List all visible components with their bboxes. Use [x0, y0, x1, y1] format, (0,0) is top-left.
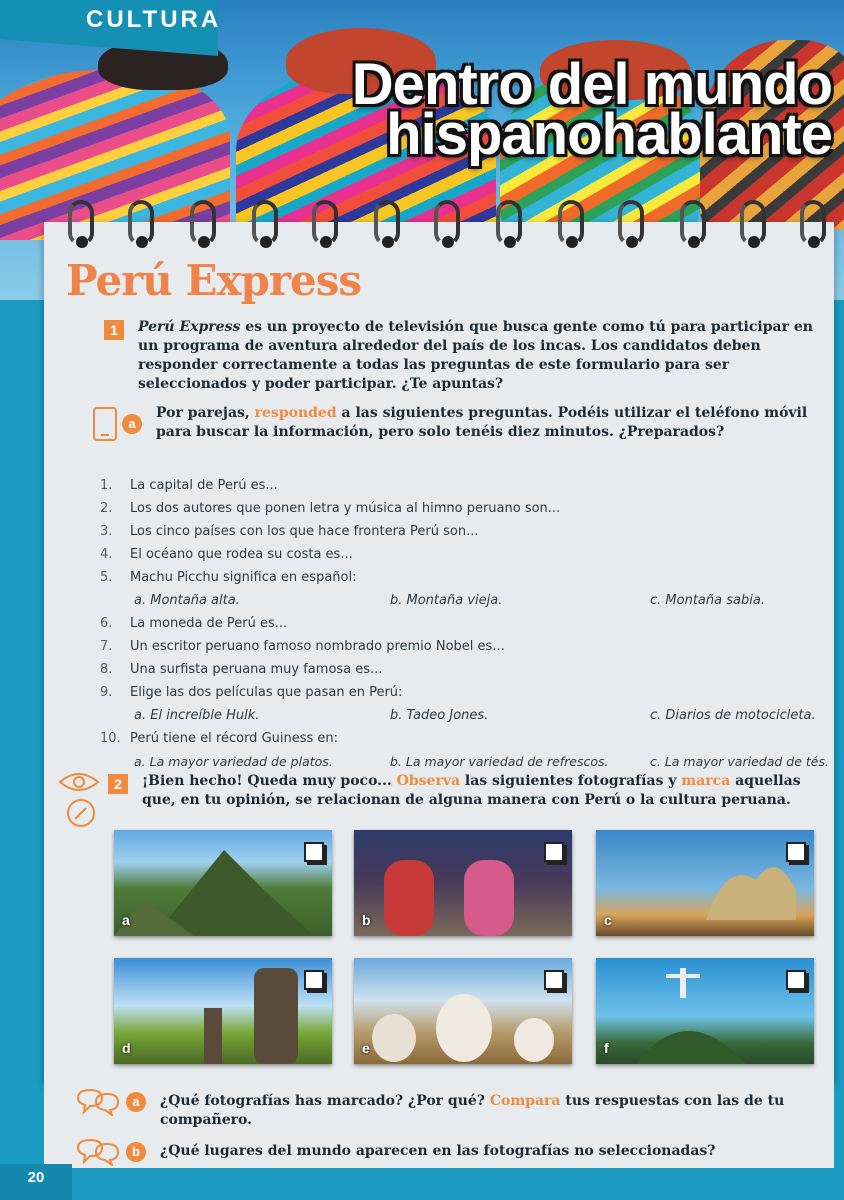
banner-title-line1: Dentro del mundo: [351, 52, 832, 117]
activity-2a-highlight: Compara: [489, 1093, 561, 1109]
moai-illustration: [114, 958, 332, 1064]
activity-2-highlight-marca: marca: [681, 773, 731, 789]
question-9: [100, 681, 844, 704]
photo-f-rio[interactable]: [596, 958, 814, 1064]
question-4: [100, 543, 844, 566]
question-number: 7.: [100, 639, 113, 654]
banner-title-line2: hispanohablante: [386, 102, 832, 167]
checkbox-d[interactable]: [304, 970, 324, 990]
question-number: 5.: [100, 570, 113, 585]
photo-label-c: c: [604, 912, 612, 928]
activity-2b-badge: b: [126, 1142, 146, 1162]
question-number: 8.: [100, 662, 113, 677]
eye-icon: [58, 770, 100, 794]
question-text: Una surfista peruana muy famosa es...: [130, 662, 383, 677]
question-8: [100, 658, 844, 681]
activity-2a-pre: ¿Qué fotografías has marcado? ¿Por qué?: [160, 1093, 490, 1109]
activity-1a-pre: Por parejas,: [156, 405, 255, 421]
activity-2-post: aquellas que, en tu opinión, se relacionan de alguna manera con Perú o la cultura peruana.: [142, 773, 801, 808]
activity-2-mid: las siguientes fotografías y: [460, 773, 682, 789]
mountain-illustration: [114, 830, 332, 936]
mobile-phone-icon: [92, 406, 118, 442]
speech-bubbles-icon: [76, 1088, 120, 1116]
checkbox-e[interactable]: [544, 970, 564, 990]
question-number: 3.: [100, 524, 113, 539]
question-text: Un escritor peruano famoso nombrado premio Nobel es...: [130, 639, 505, 654]
question-5: [100, 566, 844, 589]
checkbox-a[interactable]: [304, 842, 324, 862]
question-text: Los cinco países con los que hace frontera Perú son...: [130, 524, 479, 539]
activity-2b-text: ¿Qué lugares del mundo aparecen en las fotografías no seleccionadas?: [160, 1143, 716, 1159]
photo-a-machu-picchu[interactable]: [114, 830, 332, 936]
photo-b-musicians[interactable]: [354, 830, 572, 936]
option-c: c. Montaña sabia.: [650, 593, 765, 608]
photo-label-b: b: [362, 912, 371, 928]
photo-c-guggenheim[interactable]: [596, 830, 814, 936]
question-text: Perú tiene el récord Guiness en:: [130, 731, 339, 746]
question-1: [100, 474, 844, 497]
question-number: 10.: [100, 731, 121, 746]
activity-2-text: [142, 772, 822, 810]
speech-bubbles-icon: [76, 1138, 120, 1166]
photo-label-d: d: [122, 1040, 131, 1056]
question-text: La moneda de Perú es...: [130, 616, 288, 631]
question-text: Elige las dos películas que pasan en Perú:: [130, 685, 403, 700]
question-2: [100, 497, 844, 520]
activity-1a-text: [156, 404, 816, 442]
section-label: CULTURA: [86, 6, 222, 33]
question-number: 1.: [100, 478, 113, 493]
question-3: [100, 520, 844, 543]
photo-e-llamas[interactable]: [354, 958, 572, 1064]
activity-1a-post: a las siguientes preguntas. Podéis utilizar el teléfono móvil para buscar la información, pero solo tenéis diez minutos. ¿Preparados?: [156, 405, 808, 440]
question-6: [100, 612, 844, 635]
photo-label-f: f: [604, 1040, 609, 1056]
options-q5: [100, 589, 844, 612]
option-b: b. La mayor variedad de refrescos.: [390, 754, 609, 769]
activity-2a-text: [160, 1092, 800, 1130]
question-list: [100, 474, 844, 773]
question-number: 4.: [100, 547, 113, 562]
activity-2-badge: 2: [108, 774, 128, 794]
christ-statue-illustration: [596, 958, 814, 1064]
option-c: c. La mayor variedad de tés.: [650, 754, 829, 769]
activity-1-badge: 1: [104, 320, 124, 340]
museum-illustration: [596, 830, 814, 936]
photo-label-a: a: [122, 912, 130, 928]
question-text: El océano que rodea su costa es...: [130, 547, 353, 562]
question-text: Machu Picchu significa en español:: [130, 570, 357, 585]
question-number: 2.: [100, 501, 113, 516]
question-10: [100, 727, 844, 750]
checkbox-b[interactable]: [544, 842, 564, 862]
checkbox-f[interactable]: [786, 970, 806, 990]
photo-label-e: e: [362, 1040, 370, 1056]
option-a: a. La mayor variedad de platos.: [134, 754, 333, 769]
banner-title: [351, 52, 832, 167]
activity-1-text: [138, 318, 818, 394]
question-number: 9.: [100, 685, 113, 700]
page-number: 20: [0, 1164, 72, 1200]
activity-2-highlight-observa: Observa: [396, 773, 461, 789]
option-b: b. Tadeo Jones.: [390, 708, 489, 723]
options-q10: [100, 750, 844, 773]
llama-illustration: [354, 958, 572, 1064]
activity-1a-highlight: responded: [254, 405, 337, 421]
option-b: b. Montaña vieja.: [390, 593, 503, 608]
activity-2a-post: tus respuestas con las de tu compañero.: [160, 1093, 785, 1128]
option-a: a. El increíble Hulk.: [134, 708, 260, 723]
activity-1a-badge: a: [122, 414, 142, 434]
pencil-icon: [66, 798, 96, 828]
option-c: c. Diarios de motocicleta.: [650, 708, 816, 723]
photo-d-easter-island[interactable]: [114, 958, 332, 1064]
musicians-illustration: [354, 830, 572, 936]
activity-1-body: es un proyecto de televisión que busca gente como tú para participar en un programa de aventura alrededor del país de los incas. Los candidatos deben responder correctamente a todas las preguntas de este formulario para ser seleccionados y poder participar. ¿Te apuntas?: [138, 319, 813, 392]
activity-1-lead: Perú Express: [138, 319, 241, 335]
options-q9: [100, 704, 844, 727]
activity-2-pre: ¡Bien hecho! Queda muy poco...: [142, 773, 397, 789]
checkbox-c[interactable]: [786, 842, 806, 862]
question-number: 6.: [100, 616, 113, 631]
activity-2a-badge: a: [126, 1092, 146, 1112]
question-text: La capital de Perú es...: [130, 478, 278, 493]
option-a: a. Montaña alta.: [134, 593, 240, 608]
question-7: [100, 635, 844, 658]
page-title: Perú Express: [66, 256, 362, 305]
question-text: Los dos autores que ponen letra y música al himno peruano son...: [130, 501, 561, 516]
